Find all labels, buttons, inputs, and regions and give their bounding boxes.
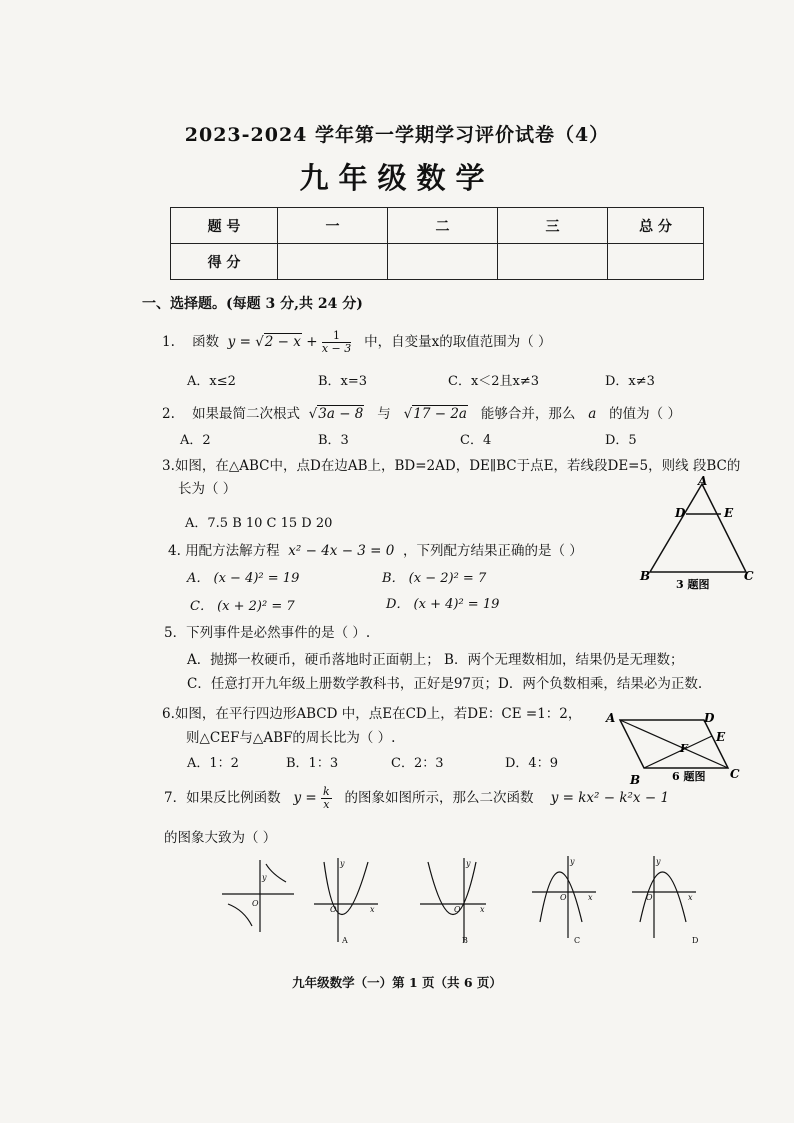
q1-option-c: C．x＜2且x≠3 (448, 374, 540, 389)
hyperbola-branch-2 (228, 904, 252, 926)
q4-suffix: ，下列配方结果正确的是（ ） (402, 543, 583, 559)
score-blank[interactable] (498, 244, 608, 280)
axis-label-origin: O (252, 899, 259, 908)
q2-root2: 17 − 2a (413, 406, 467, 422)
q3-caption: 3 题图 (676, 578, 710, 591)
q7-graphs (218, 852, 718, 952)
score-table (170, 207, 704, 280)
q6-caption: 6 题图 (672, 770, 706, 783)
q3-label-b: B (640, 569, 651, 583)
sqrt-icon: √ (255, 334, 264, 350)
exam-subject: 九年级数学 (299, 161, 495, 195)
q6-label-d: D (704, 711, 715, 725)
axis-label-origin: O (330, 905, 337, 914)
q1-suffix: 中，自变量x的取值范围为（ ） (364, 334, 552, 350)
q3-label-a: A (698, 474, 708, 488)
question-2 (162, 402, 681, 422)
axis-label-x: x (688, 893, 693, 902)
score-blank[interactable] (388, 244, 498, 280)
q3-line1: 3.如图，在△ABC中，点D在边AB上，BD=2AD，DE∥BC于点E，若线段DE=5，则线 段BC的 (162, 458, 741, 474)
q5-stem: 5．下列事件是必然事件的是（ ）. (164, 625, 371, 641)
score-cell-total: 总 分 (608, 208, 704, 244)
q2-option-a: A．2 (180, 433, 211, 448)
q7-frac-den: x (323, 798, 330, 811)
q6-option-c: C．2：3 (391, 756, 444, 771)
q6-figure (600, 708, 748, 788)
q1-number: 1. (162, 334, 175, 350)
q6-label-e: E (716, 730, 726, 744)
q7-frac-num: k (323, 785, 330, 798)
axis-label-x: x (480, 905, 485, 914)
parabola (428, 862, 476, 915)
sqrt-icon: √ (403, 406, 413, 422)
q4-equation: x² − 4x − 3 = 0 (288, 543, 395, 559)
axis-label-y: y (466, 859, 471, 868)
q1-root-expr: 2 − x (264, 334, 301, 350)
q6-option-a: A．1：2 (187, 756, 239, 771)
diagonal-ac (620, 720, 728, 768)
score-cell-three: 三 (498, 208, 608, 244)
graph-option-a (314, 858, 378, 942)
graph-label-d: D (692, 936, 699, 945)
score-blank[interactable] (608, 244, 704, 280)
score-table-header-row (171, 208, 704, 244)
score-cell-two: 二 (388, 208, 498, 244)
q4-option-c: C． (x + 2)² = 7 (190, 599, 295, 614)
q1-option-d: D．x≠3 (605, 374, 655, 389)
q1-option-a: A．x≤2 (187, 374, 236, 389)
q4-option-d: D． (x + 4)² = 19 (386, 597, 500, 612)
q7-quad: y = kx² − k²x − 1 (550, 790, 670, 806)
question-4 (168, 539, 583, 559)
question-1 (162, 330, 552, 355)
q3-label-c: C (744, 569, 754, 583)
section-heading: 一、选择题。(每题 3 分,共 24 分) (142, 296, 363, 312)
axis-label-y: y (656, 857, 661, 866)
score-blank[interactable] (278, 244, 388, 280)
q1-func-lhs: y = (227, 334, 251, 350)
sqrt-icon: √ (308, 406, 318, 422)
q4-option-b: B． (x − 2)² = 7 (382, 571, 487, 586)
q7-fraction (321, 786, 332, 811)
q2-prefix: 如果最简二次根式 (192, 406, 301, 422)
q2-suffix1: 能够合并，那么 (480, 406, 576, 422)
graph-label-c: C (574, 936, 581, 945)
segment-be (644, 736, 712, 768)
q7-func-lhs: y = (293, 790, 317, 806)
q3-label-d: D (675, 506, 686, 520)
hyperbola-branch-1 (266, 864, 286, 882)
q1-option-b: B．x=3 (318, 374, 368, 389)
q7-line2: 的图象大致为（ ） (164, 830, 277, 846)
graph-option-b (420, 858, 486, 942)
q1-frac-den: x − 3 (321, 342, 352, 355)
q2-option-c: C．4 (460, 433, 492, 448)
q2-option-b: B．3 (318, 433, 349, 448)
q3-options: A．7.5 B 10 C 15 D 20 (185, 516, 333, 531)
q2-var: a (588, 406, 597, 422)
score-table-score-row (171, 244, 704, 280)
q3-line2: 长为（ ） (178, 481, 237, 497)
graph-label-b: B (462, 936, 468, 945)
q3-figure (636, 474, 756, 594)
q7-mid: 的图象如图所示，那么二次函数 (344, 790, 534, 806)
q4-number: 4. (168, 543, 181, 559)
q7-prefix: 7．如果反比例函数 (164, 790, 281, 806)
axis-label-x: x (370, 905, 375, 914)
q6-label-a: A (606, 711, 616, 725)
axis-label-y: y (340, 859, 345, 868)
axis-label-origin: O (646, 893, 653, 902)
q7-reference-graph (222, 860, 294, 932)
axis-label-origin: O (560, 893, 567, 902)
q5-options-line1: A．抛掷一枚硬币，硬币落地时正面朝上； B．两个无理数相加，结果仍是无理数； (187, 652, 684, 668)
q6-line1: 6.如图，在平行四边形ABCD 中，点E在CD上，若DE：CE =1：2， (162, 706, 582, 722)
exam-title: 2023-2024 学年第一学期学习评价试卷（4） (184, 124, 610, 146)
q6-option-d: D．4：9 (505, 756, 558, 771)
q3-label-e: E (724, 506, 734, 520)
score-row-label: 得 分 (171, 244, 278, 280)
q2-number: 2. (162, 406, 175, 422)
q6-label-f: F (680, 742, 688, 755)
q2-suffix2: 的值为（ ） (609, 406, 681, 422)
axis-label-y: y (262, 873, 267, 882)
q1-frac-num: 1 (322, 330, 351, 343)
q1-prefix: 函数 (192, 334, 220, 350)
q6-label-c: C (730, 767, 740, 781)
q5-options-line2: C．任意打开九年级上册数学教科书，正好是97页；D．两个负数相乘，结果必为正数. (187, 676, 703, 692)
graph-option-d (632, 856, 696, 938)
question-7 (164, 786, 669, 811)
axis-label-y: y (570, 857, 575, 866)
axis-label-x: x (588, 893, 593, 902)
q2-mid: 与 (377, 406, 391, 422)
q6-line2: 则△CEF与△ABF的周长比为（ ）. (186, 730, 396, 746)
triangle-abc (650, 484, 746, 572)
score-cell-one: 一 (278, 208, 388, 244)
q4-option-a: A． (x − 4)² = 19 (187, 571, 300, 586)
q1-plus: + (306, 334, 318, 350)
page-footer: 九年级数学（一）第 1 页（共 6 页） (292, 975, 502, 990)
score-cell-label: 题 号 (171, 208, 278, 244)
graph-label-a: A (342, 936, 348, 945)
q2-option-d: D．5 (605, 433, 637, 448)
q1-fraction (322, 330, 351, 355)
q6-label-b: B (630, 773, 641, 787)
q6-option-b: B．1：3 (286, 756, 339, 771)
q4-prefix: 用配方法解方程 (185, 543, 280, 559)
q2-root1: 3a − 8 (318, 406, 364, 422)
axis-label-origin: O (454, 905, 461, 914)
